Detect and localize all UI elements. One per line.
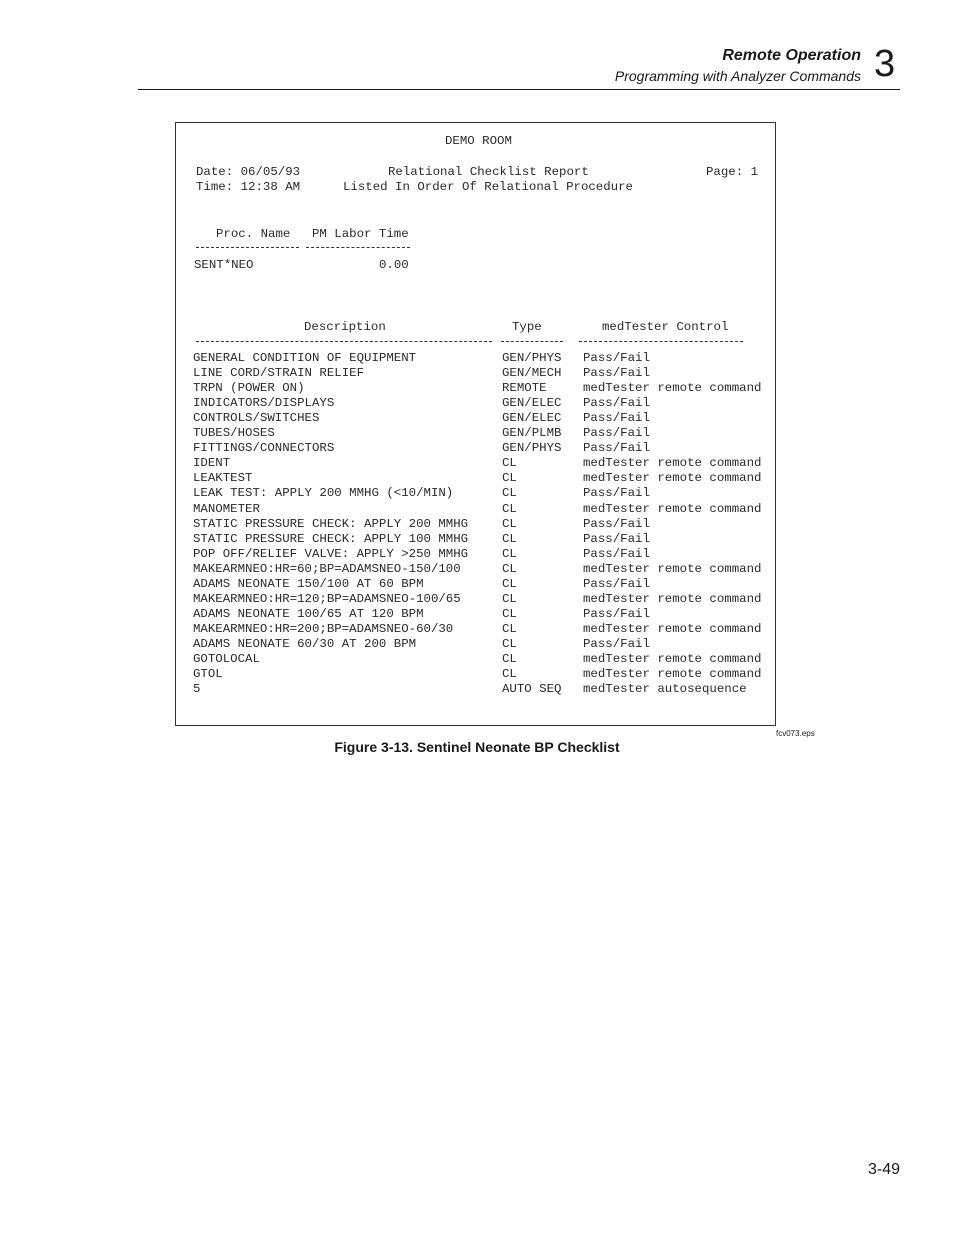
proc-labor-time: 0.00 — [379, 258, 409, 272]
row-control: medTester remote command — [583, 471, 762, 486]
row-control: Pass/Fail — [583, 486, 650, 501]
row-description: STATIC PRESSURE CHECK: APPLY 200 MMHG — [193, 516, 469, 531]
row-type: GEN/ELEC — [502, 411, 562, 426]
row-type: CL — [502, 531, 517, 546]
row-description: 5 — [193, 682, 201, 697]
row-description: MAKEARMNEO:HR=60;BP=ADAMSNEO-150/100 — [193, 561, 461, 576]
row-description: MAKEARMNEO:HR=120;BP=ADAMSNEO-100/65 — [193, 591, 461, 606]
page-number: 3-49 — [867, 1161, 900, 1178]
report-page: Page: 1 — [706, 165, 759, 179]
row-type: GEN/PHYS — [502, 441, 562, 456]
row-control: Pass/Fail — [583, 546, 650, 561]
proc-labor-divider — [306, 247, 410, 248]
row-description: GOTOLOCAL — [193, 652, 260, 666]
row-control: Pass/Fail — [583, 351, 650, 365]
report-date: Date: 06/05/93 — [196, 165, 301, 179]
row-description: ADAMS NEONATE 100/65 AT 120 BPM — [193, 606, 424, 621]
row-description: LINE CORD/STRAIN RELIEF — [193, 366, 365, 381]
row-control: Pass/Fail — [583, 576, 650, 591]
row-control: Pass/Fail — [583, 636, 650, 651]
row-type: GEN/MECH — [502, 366, 562, 381]
row-control: Pass/Fail — [583, 606, 650, 621]
figure-file-name: fcv073.eps — [776, 729, 815, 738]
description-divider — [196, 341, 492, 342]
control-header: medTester Control — [602, 320, 729, 334]
row-type: GEN/PLMB — [502, 426, 562, 441]
report-figure — [175, 122, 776, 726]
row-description: ADAMS NEONATE 150/100 AT 60 BPM — [193, 576, 424, 591]
row-type: CL — [502, 501, 517, 516]
report-time: Time: 12:38 AM — [196, 180, 301, 194]
proc-name: SENT*NEO — [194, 258, 254, 272]
row-description: POP OFF/RELIEF VALVE: APPLY >250 MMHG — [193, 546, 469, 561]
row-control: medTester remote command — [583, 621, 762, 636]
row-control: Pass/Fail — [583, 411, 650, 426]
row-type: CL — [502, 516, 517, 531]
row-type: CL — [502, 591, 517, 606]
report-subtitle: Listed In Order Of Relational Procedure — [343, 180, 633, 194]
row-description: CONTROLS/SWITCHES — [193, 411, 320, 426]
row-control: medTester remote command — [583, 456, 762, 471]
row-type: REMOTE — [502, 381, 547, 396]
row-description: MANOMETER — [193, 501, 260, 516]
row-description: TRPN (POWER ON) — [193, 381, 305, 396]
row-control: medTester remote command — [583, 667, 762, 682]
row-type: CL — [502, 471, 517, 486]
type-header: Type — [512, 320, 542, 334]
row-type: CL — [502, 561, 517, 576]
row-type: CL — [502, 456, 517, 471]
row-control: Pass/Fail — [583, 531, 650, 546]
row-description: GENERAL CONDITION OF EQUIPMENT — [193, 351, 417, 365]
row-description: INDICATORS/DISPLAYS — [193, 396, 335, 411]
chapter-number: 3 — [874, 43, 896, 85]
description-header: Description — [304, 320, 386, 334]
row-control: medTester remote command — [583, 501, 762, 516]
row-control: medTester remote command — [583, 381, 762, 396]
row-description: IDENT — [193, 456, 231, 471]
row-type: CL — [502, 636, 517, 651]
row-control: Pass/Fail — [583, 426, 650, 441]
row-control: Pass/Fail — [583, 516, 650, 531]
row-description: LEAK TEST: APPLY 200 MMHG (<10/MIN) — [193, 486, 454, 501]
row-control: medTester remote command — [583, 591, 762, 606]
subsection-title: Programming with Analyzer Commands — [614, 68, 861, 84]
row-description: GTOL — [193, 667, 223, 682]
header-rule — [138, 89, 900, 90]
row-control: Pass/Fail — [583, 396, 650, 411]
row-type: CL — [502, 606, 517, 621]
figure-caption: Figure 3-13. Sentinel Neonate BP Checklist — [334, 739, 620, 755]
row-type: CL — [502, 667, 517, 682]
proc-name-header: Proc. Name — [216, 227, 291, 241]
row-control: Pass/Fail — [583, 441, 650, 456]
row-type: CL — [502, 621, 517, 636]
row-type: GEN/ELEC — [502, 396, 562, 411]
proc-name-divider — [196, 247, 299, 248]
row-type: CL — [502, 652, 517, 666]
proc-labor-header: PM Labor Time — [312, 227, 409, 241]
row-type: CL — [502, 546, 517, 561]
section-title: Remote Operation — [722, 47, 861, 64]
row-description: STATIC PRESSURE CHECK: APPLY 100 MMHG — [193, 531, 469, 546]
row-description: TUBES/HOSES — [193, 426, 275, 441]
report-title: Relational Checklist Report — [388, 165, 589, 179]
row-description: LEAKTEST — [193, 471, 253, 486]
row-control: medTester remote command — [583, 561, 762, 576]
row-type: CL — [502, 576, 517, 591]
report-location: DEMO ROOM — [445, 134, 512, 148]
row-description: MAKEARMNEO:HR=200;BP=ADAMSNEO-60/30 — [193, 621, 454, 636]
row-type: GEN/PHYS — [502, 351, 562, 365]
row-control: medTester remote command — [583, 652, 762, 666]
control-divider — [579, 341, 743, 342]
row-type: AUTO SEQ — [502, 682, 562, 697]
row-control: medTester autosequence — [583, 682, 747, 697]
type-divider — [501, 341, 563, 342]
row-description: ADAMS NEONATE 60/30 AT 200 BPM — [193, 636, 417, 651]
row-type: CL — [502, 486, 517, 501]
row-control: Pass/Fail — [583, 366, 650, 381]
row-description: FITTINGS/CONNECTORS — [193, 441, 335, 456]
